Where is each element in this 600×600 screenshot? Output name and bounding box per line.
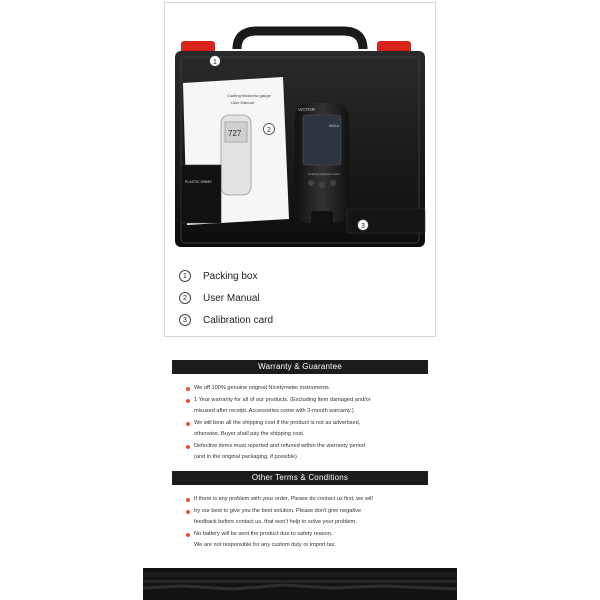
list-item: If there is any problem with your order, Please do contact us first, we will [186,494,446,506]
case-handle [237,31,363,49]
manual-subtitle: User Manual [231,100,254,105]
manual-reading: 727 [228,129,242,138]
warranty-heading: Warranty & Guarantee [172,360,428,374]
list-item: otherwise, Buyer shall pay the shipping cost. [194,431,305,437]
list-item: We are not responsible for any custom duty or import tax. [194,542,336,548]
product-photo [167,5,433,249]
callout-3: 3 [361,223,365,230]
contents-legend [179,265,419,331]
device-brand: VICTOR [298,107,315,112]
terms-heading: Other Terms & Conditions [172,471,428,485]
legend-number: 2 [179,292,191,304]
bullet-dot [186,498,190,502]
list-item: We off 100% genuine original Nicetymeter instruments. [186,383,446,395]
list-item: feedback before contact us, that won't help to solve your problem. [194,519,357,525]
device-label: Coating thickness tester [308,172,341,176]
product-panel [164,2,436,337]
banner-texture [143,568,457,600]
list-item: (and in the original packaging, if possible) [194,454,297,460]
legend-label: Packing box [203,270,258,282]
bullet-dot [186,387,190,391]
calibration-card [181,165,221,223]
list-item: Defective items must reported and refuned within the warranty period [186,441,446,453]
legend-number: 3 [179,314,191,326]
bullet-dot [186,510,190,514]
bullet-dot [186,399,190,403]
device-model: 6501A [329,124,340,128]
legend-label: Calibration card [203,314,274,326]
legend-item [179,309,419,331]
list-item: misused after receipt. Accessories come with 3-mouth warranty.) [194,408,354,414]
bullet-dot [186,533,190,537]
legend-item [179,287,419,309]
footer-banner [143,568,457,600]
callout-1: 1 [213,59,217,66]
callout-2: 2 [267,127,271,134]
list-item: try our best to give you the best solution. Please don't give negative [186,506,446,518]
legend-item [179,265,419,287]
bullet-dot [186,445,190,449]
list-item: No battery will be sent the product due to safety reason. [186,529,446,541]
manual-title: Coating thickness gauge [227,93,271,98]
warranty-list [186,383,446,464]
bullet-dot [186,422,190,426]
card-label: PLASTIC SHIMS [185,180,212,184]
terms-list [186,494,446,552]
legend-number: 1 [179,270,191,282]
list-item: We will bear all the shipping cost if the product is not as advertised, [186,418,446,430]
list-item: 1 Year warranty for all of our products. (Excluding item damaged and/or [186,395,446,407]
legend-label: User Manual [203,292,260,304]
